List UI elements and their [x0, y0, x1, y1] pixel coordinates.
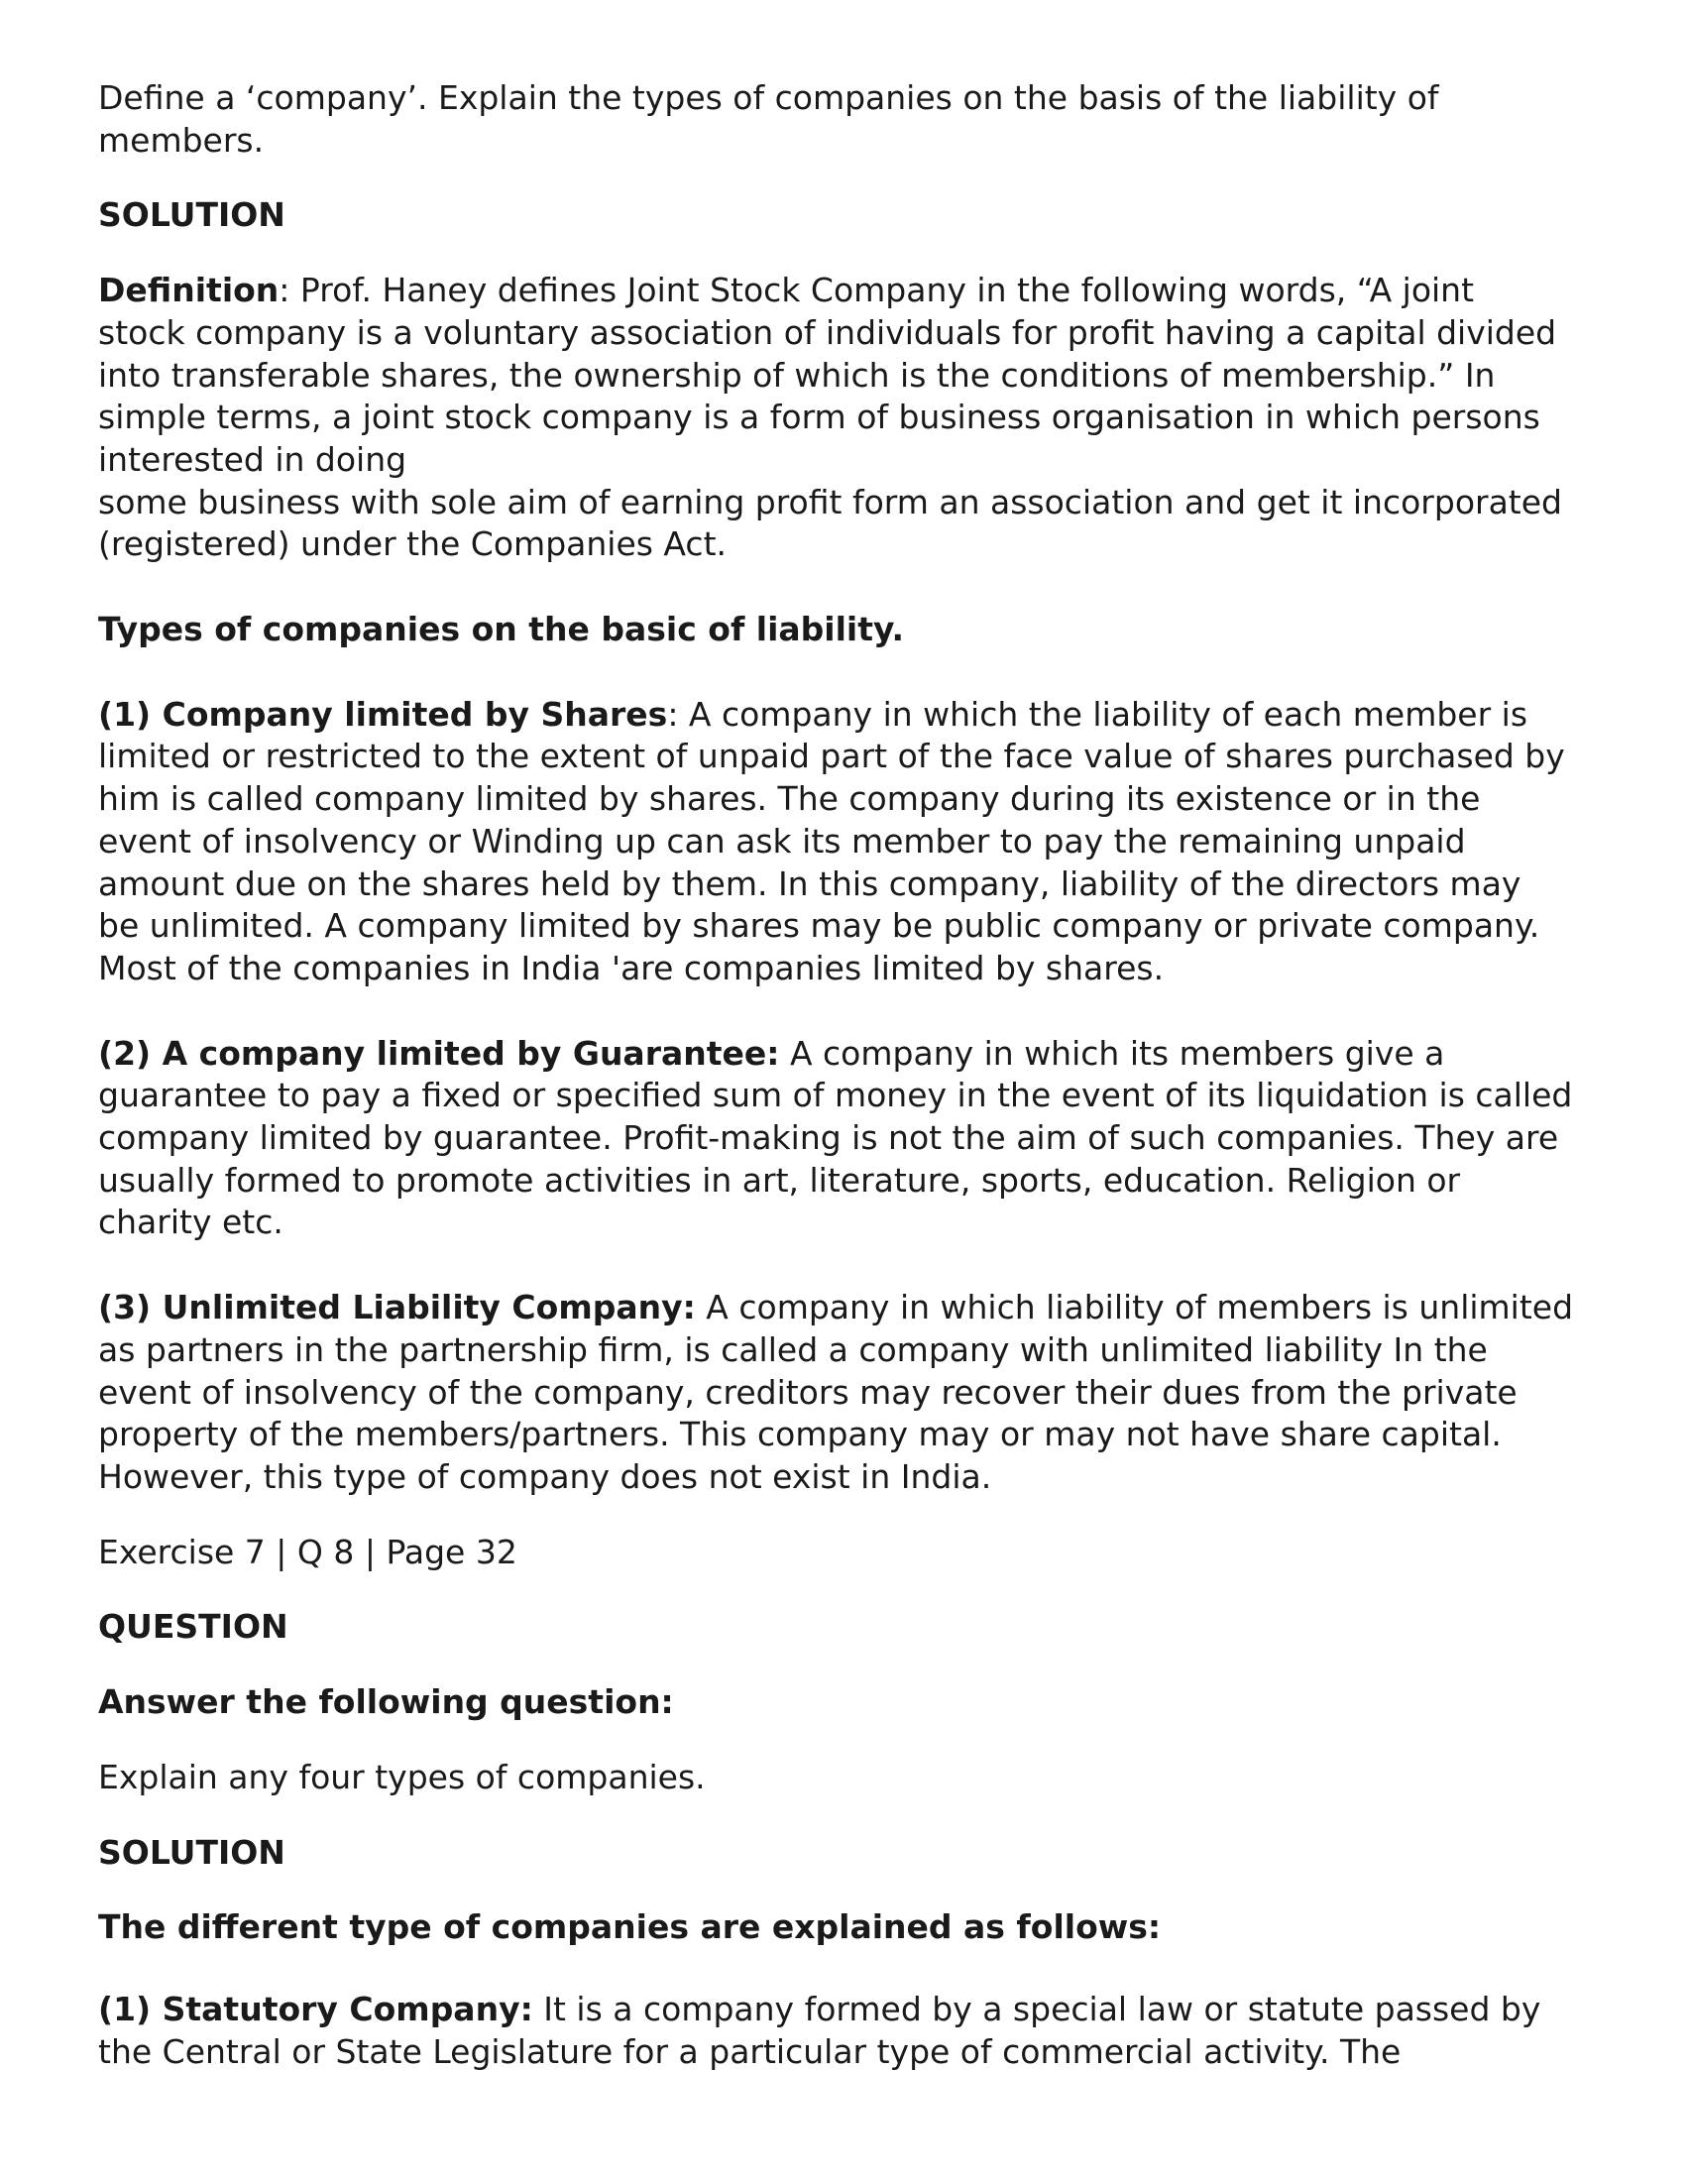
- type-3-label: (3) Unlimited Liability Company:: [98, 1288, 696, 1327]
- text-line: him is called company limited by shares. The company during its existence or in the: [98, 779, 1481, 819]
- text-line: [98, 694, 1605, 737]
- question-heading: QUESTION: [98, 1607, 288, 1647]
- text-line: event of insolvency of the company, creditors may recover their dues from the private: [98, 1372, 1518, 1412]
- text-line: [98, 1989, 1605, 2031]
- text-line: event of insolvency or Winding up can ask its member to pay the remaining unpaid: [98, 821, 1466, 861]
- different-types-heading: The different type of companies are explained as follows:: [98, 1907, 1162, 1947]
- type-2-label: (2) A company limited by Guarantee:: [98, 1033, 780, 1073]
- text-line: be unlimited. A company limited by shares may be public company or private company.: [98, 906, 1540, 946]
- text-line: simple terms, a joint stock company is a form of business organisation in which persons: [98, 398, 1540, 437]
- type-2-paragraph: [98, 1033, 1605, 1245]
- text-line: into transferable shares, the ownership of which is the conditions of membership.” In: [98, 355, 1496, 395]
- definition-label: Definition: [98, 271, 280, 310]
- text-line: limited or restricted to the extent of unpaid part of the face value of shares purchased by: [98, 737, 1565, 776]
- text-line: some business with sole aim of earning profit form an association and get it incorporated: [98, 482, 1562, 521]
- document-page: [98, 77, 1605, 2073]
- text-line: However, this type of company does not exist in India.: [98, 1456, 992, 1496]
- types-heading: Types of companies on the basic of liability.: [98, 610, 905, 649]
- statutory-label: (1) Statutory Company:: [98, 1989, 533, 2028]
- answer-prompt: Answer the following question:: [98, 1682, 674, 1722]
- question-1-text: [98, 77, 1605, 162]
- exercise-reference: Exercise 7 | Q 8 | Page 32: [98, 1532, 517, 1571]
- question-text: Explain any four types of companies.: [98, 1757, 706, 1796]
- type-1-paragraph: [98, 694, 1605, 990]
- statutory-text: It is a company formed by a special law or statute passed by: [532, 1989, 1541, 2028]
- text-line: Define a ‘company’. Explain the types of companies on the basis of the liability of: [98, 78, 1439, 117]
- text-line: as partners in the partnership firm, is called a company with unlimited liability In the: [98, 1329, 1488, 1369]
- text-line: Most of the companies in India 'are companies limited by shares.: [98, 948, 1165, 987]
- text-line: usually formed to promote activities in art, literature, sports, education. Religion or: [98, 1160, 1461, 1200]
- text-line: charity etc.: [98, 1203, 283, 1242]
- type-1-text: : A company in which the liability of each member is: [667, 694, 1528, 734]
- type-3-paragraph: [98, 1287, 1605, 1499]
- text-line: property of the members/partners. This company may or may not have share capital.: [98, 1415, 1502, 1454]
- type-3-text: A company in which liability of members is unlimited: [695, 1288, 1574, 1327]
- statutory-company-paragraph: [98, 1989, 1605, 2073]
- text-line: members.: [98, 120, 265, 160]
- definition-text: : Prof. Haney defines Joint Stock Company in the following words, “A joint: [279, 271, 1475, 310]
- text-line: [98, 1033, 1605, 1076]
- text-line: stock company is a voluntary association of individuals for profit having a capital divided: [98, 312, 1557, 352]
- text-line: (registered) under the Companies Act.: [98, 524, 727, 564]
- text-line: guarantee to pay a fixed or specified sum of money in the event of its liquidation is called: [98, 1076, 1573, 1115]
- text-line: [98, 1287, 1605, 1329]
- text-line: company limited by guarantee. Profit-making is not the aim of such companies. They are: [98, 1118, 1559, 1158]
- text-line: [98, 270, 1605, 312]
- solution-heading: SOLUTION: [98, 1832, 285, 1872]
- text-line: amount due on the shares held by them. In this company, liability of the directors may: [98, 863, 1521, 903]
- definition-paragraph: [98, 270, 1605, 566]
- text-line: the Central or State Legislature for a particular type of commercial activity. The: [98, 2031, 1402, 2071]
- type-1-label: (1) Company limited by Shares: [98, 694, 668, 734]
- type-2-text: A company in which its members give a: [779, 1033, 1445, 1073]
- solution-heading: SOLUTION: [98, 195, 285, 235]
- text-line: interested in doing: [98, 439, 407, 479]
